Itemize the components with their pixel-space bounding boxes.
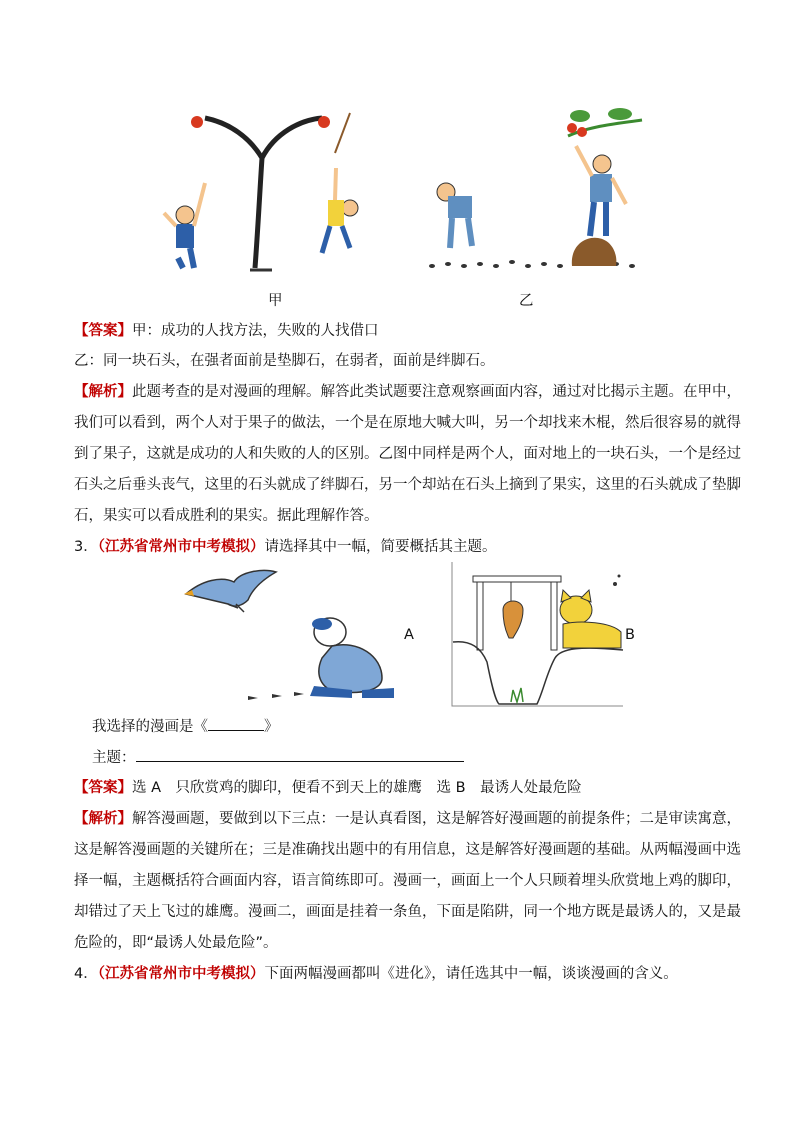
cartoon-yi-illustration [420, 106, 645, 276]
q2-analysis-line: 我们可以看到，两个人对于果子的做法，一个是在原地大喊大叫，另一个却找来木棍，然后很容易的就得 [74, 415, 741, 431]
question-source: （江苏省常州市中考模拟） [97, 539, 265, 555]
q2-answer-line2: 乙：同一块石头，在强者面前是垫脚石，在弱者，面前是绊脚石。 [74, 353, 495, 369]
theme-line: 主题： [92, 747, 464, 768]
q3-question: 3．（江苏省常州市中考模拟）请选择其中一幅，简要概括其主题。 [74, 539, 497, 555]
caption-jia: 甲 [268, 293, 283, 309]
q2-answer-line1: 【答案】甲：成功的人找方法，失败的人找借口 [74, 323, 379, 339]
analysis-tag: 【解析】 [74, 384, 132, 400]
q3-analysis-line: 【解析】解答漫画题，要做到以下三点：一是认真看图，这是解答好漫画题的前提条件；二是审读寓意， [74, 811, 741, 827]
theme-blank[interactable] [136, 747, 464, 762]
q3-analysis-line: 择一幅，主题概括符合画面内容，语言简练即可。漫画一，画面上一个人只顾着埋头欣赏地上鸡的脚印， [74, 873, 741, 889]
cartoon-a-illustration [182, 566, 402, 706]
answer-tag: 【答案】 [74, 780, 132, 796]
q2-analysis-line: 石，果实可以看成胜利的果实。据此理解作答。 [74, 508, 379, 524]
cartoon-a-label: A [404, 627, 414, 643]
q2-analysis-line: 到了果子，这就是成功的人和失败的人的区别。乙图中同样是两个人，面对地上的一块石头，一个是经过 [74, 446, 741, 462]
q4-question: 4．（江苏省常州市中考模拟）下面两幅漫画都叫《进化》，请任选其中一幅，谈谈漫画的含义。 [74, 966, 678, 982]
q2-analysis-line: 【解析】此题考查的是对漫画的理解。解答此类试题要注意观察画面内容，通过对比揭示主题。在甲中， [74, 384, 741, 400]
answer-tag: 【答案】 [74, 323, 132, 339]
q3-analysis-line: 危险的，即“最诱人处最危险”。 [74, 935, 278, 951]
cartoon-b-label: B [625, 627, 635, 643]
choice-blank[interactable] [208, 716, 264, 731]
q3-analysis-line: 这是解答漫画题的关键所在；三是准确找出题中的有用信息，这是解答好漫画题的基础。从两幅漫画中选 [74, 842, 741, 858]
cartoon-b-illustration [451, 562, 626, 708]
q3-analysis-line: 却错过了天上飞过的雄鹰。漫画二，画面是挂着一条鱼，下面是陷阱，同一个地方既是最诱人的，又是最 [74, 904, 741, 920]
caption-yi: 乙 [519, 293, 534, 309]
question-source: （江苏省常州市中考模拟） [97, 966, 265, 982]
choice-line: 我选择的漫画是《 》 [92, 716, 279, 737]
q3-answer: 【答案】选 A 只欣赏鸡的脚印，便看不到天上的雄鹰 选 B 最诱人处最危险 [74, 780, 582, 796]
cartoon-jia-illustration [150, 108, 370, 273]
analysis-tag: 【解析】 [74, 811, 132, 827]
q2-analysis-line: 石头之后垂头丧气，这里的石头就成了绊脚石，另一个却站在石头上摘到了果实，这里的石头就成了垫脚 [74, 477, 741, 493]
